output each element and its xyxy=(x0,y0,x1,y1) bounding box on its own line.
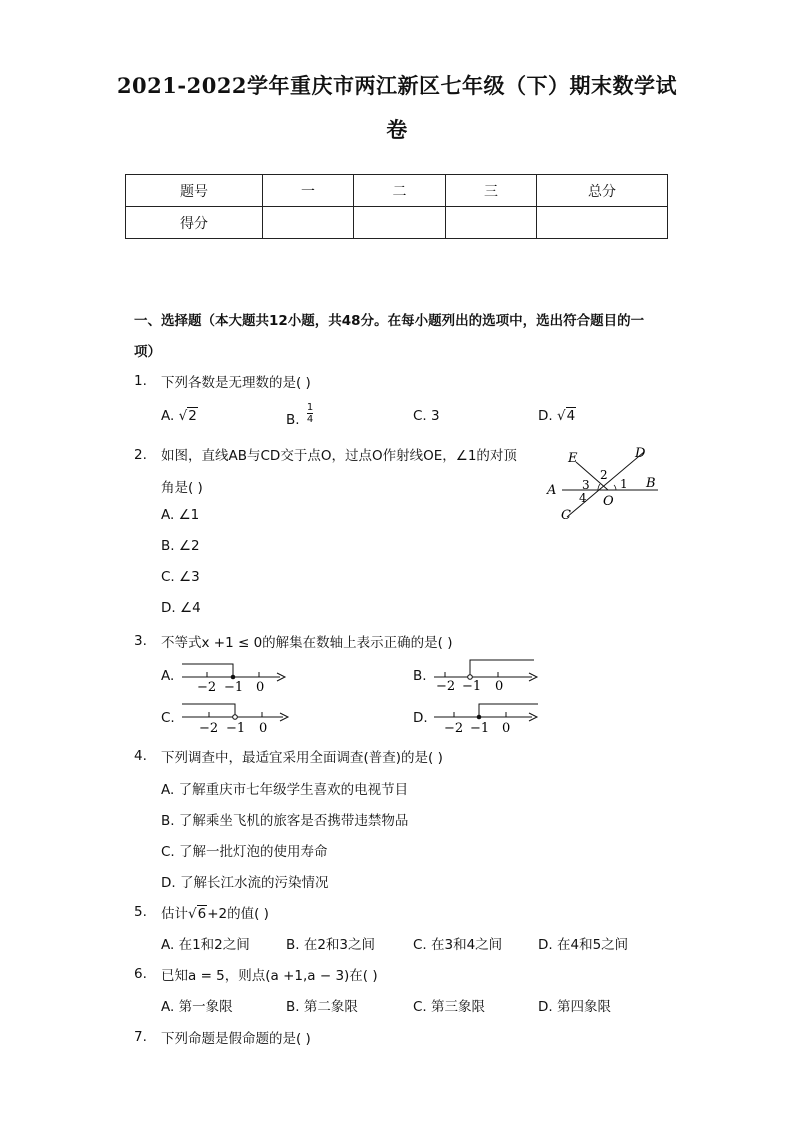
score-header-total: 总分 xyxy=(537,175,668,207)
score-table-header-row xyxy=(126,175,668,207)
question-stem: 下列各数是无理数的是( ) xyxy=(161,375,311,391)
question-stem: 已知a = 5，则点(a +1,a − 3)在( ) xyxy=(161,968,378,984)
tick-label: −1 xyxy=(470,721,490,736)
score-cell xyxy=(537,207,668,239)
page-title-line2: 卷 xyxy=(386,117,408,142)
radicand: 2 xyxy=(188,408,197,424)
solution-bracket xyxy=(470,660,534,677)
stem-text: 估计 xyxy=(161,906,188,922)
question-number: 5. xyxy=(134,904,147,920)
question-stem: 如图，直线AB与CD交于点O，过点O作射线OE，∠1的对顶 xyxy=(161,448,517,464)
score-table-row xyxy=(126,207,668,239)
score-header-part2: 二 xyxy=(354,175,446,207)
tick-label: 0 xyxy=(495,679,504,692)
denominator: 4 xyxy=(306,414,314,425)
score-cell xyxy=(354,207,446,239)
page-title: 2021-2022学年重庆市两江新区七年级（下）期末数学试 xyxy=(116,73,678,98)
tick-label: −1 xyxy=(224,680,244,692)
question-stem: 不等式x +1 ≤ 0的解集在数轴上表示正确的是( ) xyxy=(161,635,453,651)
tick-label: −2 xyxy=(436,679,456,692)
score-header-label: 题号 xyxy=(126,175,263,207)
option-b-label: B. xyxy=(413,668,427,684)
open-dot xyxy=(233,715,238,720)
option-b: B. ∠2 xyxy=(161,538,200,554)
label-b: B xyxy=(646,476,656,491)
option-a: A. 在1和2之间 xyxy=(161,937,250,953)
tick-label: −2 xyxy=(199,721,219,736)
option-b: B. 在2和3之间 xyxy=(286,937,376,953)
option-label: B. xyxy=(286,411,300,428)
option-a: A. ∠1 xyxy=(161,507,200,523)
option-b: B. 第二象限 xyxy=(286,999,358,1015)
closed-dot xyxy=(477,715,482,720)
question-stem-line2: 角是( ) xyxy=(161,480,203,496)
question-number: 7. xyxy=(134,1029,147,1045)
tick-label: −2 xyxy=(197,680,217,692)
solution-bracket xyxy=(479,704,538,717)
label-d: D xyxy=(635,446,646,461)
tick-label: −1 xyxy=(226,721,246,736)
option-d: D. 了解长江水流的污染情况 xyxy=(161,875,329,891)
fraction xyxy=(307,402,313,425)
section-heading-line2: 项） xyxy=(134,344,161,360)
option-c-label: C. xyxy=(161,710,175,726)
option-d xyxy=(538,408,576,424)
numerator: 1 xyxy=(306,402,314,413)
label-o: O xyxy=(603,494,614,509)
angle-label-4: 4 xyxy=(579,491,587,505)
score-header-part3: 三 xyxy=(446,175,537,207)
tick-label: 0 xyxy=(256,680,265,692)
stem-text: +2的值( ) xyxy=(207,906,269,922)
option-a: A. 了解重庆市七年级学生喜欢的电视节目 xyxy=(161,782,409,798)
option-label: D. xyxy=(538,408,553,424)
number-line-a xyxy=(180,660,290,692)
option-c: C. 第三象限 xyxy=(413,999,486,1015)
option-c: C. ∠3 xyxy=(161,569,200,585)
option-b xyxy=(286,402,314,428)
angle-label-2: 2 xyxy=(600,468,608,482)
option-c: C. 在3和4之间 xyxy=(413,937,503,953)
radicand: 4 xyxy=(566,408,576,424)
option-d: D. ∠4 xyxy=(161,600,201,616)
sqrt-icon: √ xyxy=(178,408,188,424)
option-b: B. 了解乘坐飞机的旅客是否携带违禁物品 xyxy=(161,813,409,829)
number-line-b xyxy=(432,656,542,692)
option-a: A. 第一象限 xyxy=(161,999,233,1015)
angle-label-3: 3 xyxy=(582,478,590,492)
tick-label: −1 xyxy=(462,679,482,692)
sqrt-icon: √ xyxy=(556,408,566,424)
question-stem: 下列命题是假命题的是( ) xyxy=(161,1031,311,1047)
option-a-label: A. xyxy=(161,668,175,684)
score-table xyxy=(125,174,668,239)
option-d-label: D. xyxy=(413,710,428,726)
question-stem: 下列调查中，最适宜采用全面调查(普查)的是( ) xyxy=(161,750,443,766)
question-number: 1. xyxy=(134,373,147,389)
label-a: A xyxy=(547,483,557,498)
score-cell xyxy=(446,207,537,239)
angle-figure xyxy=(540,442,670,524)
tick-label: −2 xyxy=(444,721,464,736)
label-c: C xyxy=(561,508,571,523)
angle-arc xyxy=(614,485,616,490)
number-line-c xyxy=(180,700,295,736)
question-stem xyxy=(161,902,269,922)
question-number: 6. xyxy=(134,966,147,982)
option-c: C. 3 xyxy=(413,408,440,424)
label-e: E xyxy=(568,451,578,466)
section-heading: 一、选择题（本大题共12小题，共48分。在每小题列出的选项中，选出符合题目的一 xyxy=(134,313,645,329)
number-line-d xyxy=(432,700,544,736)
option-c: C. 了解一批灯泡的使用寿命 xyxy=(161,844,328,860)
angle-label-1: 1 xyxy=(620,477,628,491)
score-row-label: 得分 xyxy=(126,207,263,239)
option-d: D. 第四象限 xyxy=(538,999,611,1015)
option-label: A. xyxy=(161,408,175,424)
closed-dot xyxy=(231,675,236,680)
score-cell xyxy=(263,207,354,239)
radicand: 6 xyxy=(197,906,207,922)
sqrt-icon: √ xyxy=(188,906,197,922)
score-header-part1: 一 xyxy=(263,175,354,207)
question-number: 4. xyxy=(134,748,147,764)
option-d: D. 在4和5之间 xyxy=(538,937,629,953)
tick-label: 0 xyxy=(259,721,268,736)
question-number: 3. xyxy=(134,633,147,649)
tick-label: 0 xyxy=(502,721,511,736)
question-number: 2. xyxy=(134,447,147,463)
option-a xyxy=(161,408,198,424)
